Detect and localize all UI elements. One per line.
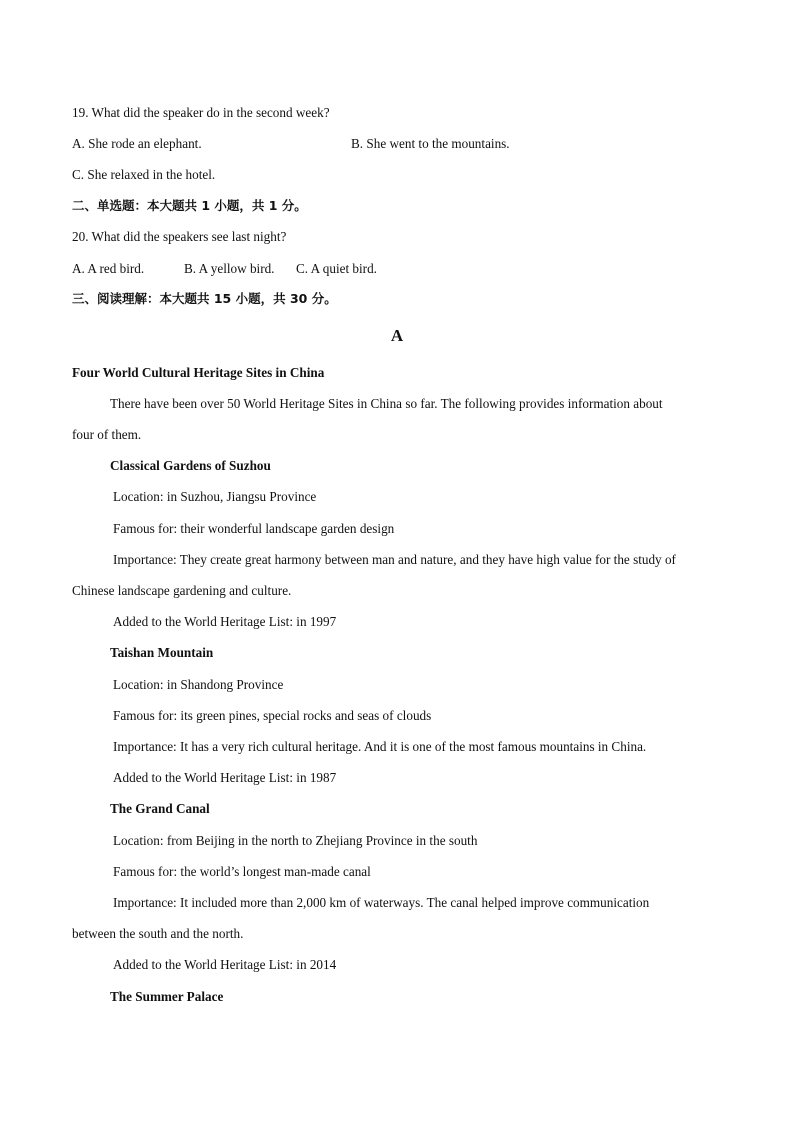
site-location: Location: from Beijing in the north to Zhejiang Province in the south [113,833,478,848]
site-importance: Importance: It has a very rich cultural heritage. And it is one of the most famous mountains in China. [113,739,647,754]
site-name-grand-canal: The Grand Canal [110,801,210,816]
question-19: 19. What did the speaker do in the second week? [72,105,330,120]
section-2-heading: 二、单选题：本大题共 1 小题，共 1 分。 [72,198,307,213]
passage-intro-line-2: four of them. [72,427,142,442]
q19-option-a: A. She rode an elephant. [72,136,202,151]
site-added: Added to the World Heritage List: in 1997 [113,614,337,629]
site-famous-for: Famous for: their wonderful landscape garden design [113,521,395,536]
site-importance: Importance: It included more than 2,000 km of waterways. The canal helped improve communication [113,895,650,910]
site-importance-continued: between the south and the north. [72,926,244,941]
site-importance: Importance: They create great harmony between man and nature, and they have high value for the study of [113,552,676,567]
site-name-suzhou: Classical Gardens of Suzhou [110,458,271,473]
site-location: Location: in Shandong Province [113,677,284,692]
passage-intro-line-1: There have been over 50 World Heritage Sites in China so far. The following provides information about [110,396,663,411]
site-famous-for: Famous for: its green pines, special rocks and seas of clouds [113,708,432,723]
q20-option-a: A. A red bird. [72,261,145,276]
site-location: Location: in Suzhou, Jiangsu Province [113,489,317,504]
site-name-summer-palace: The Summer Palace [110,989,224,1004]
q20-option-c: C. A quiet bird. [296,261,377,276]
section-3-heading: 三、阅读理解：本大题共 15 小题，共 30 分。 [72,291,337,306]
site-added: Added to the World Heritage List: in 2014 [113,957,337,972]
q19-option-b: B. She went to the mountains. [351,136,510,151]
site-name-taishan: Taishan Mountain [110,645,214,660]
q20-option-b: B. A yellow bird. [184,261,275,276]
site-importance-continued: Chinese landscape gardening and culture. [72,583,292,598]
q19-option-c: C. She relaxed in the hotel. [72,167,216,182]
site-added: Added to the World Heritage List: in 1987 [113,770,337,785]
site-famous-for: Famous for: the world’s longest man-made canal [113,864,371,879]
passage-title: Four World Cultural Heritage Sites in China [72,365,325,380]
question-20: 20. What did the speakers see last night? [72,229,287,244]
passage-letter: A [390,326,404,345]
